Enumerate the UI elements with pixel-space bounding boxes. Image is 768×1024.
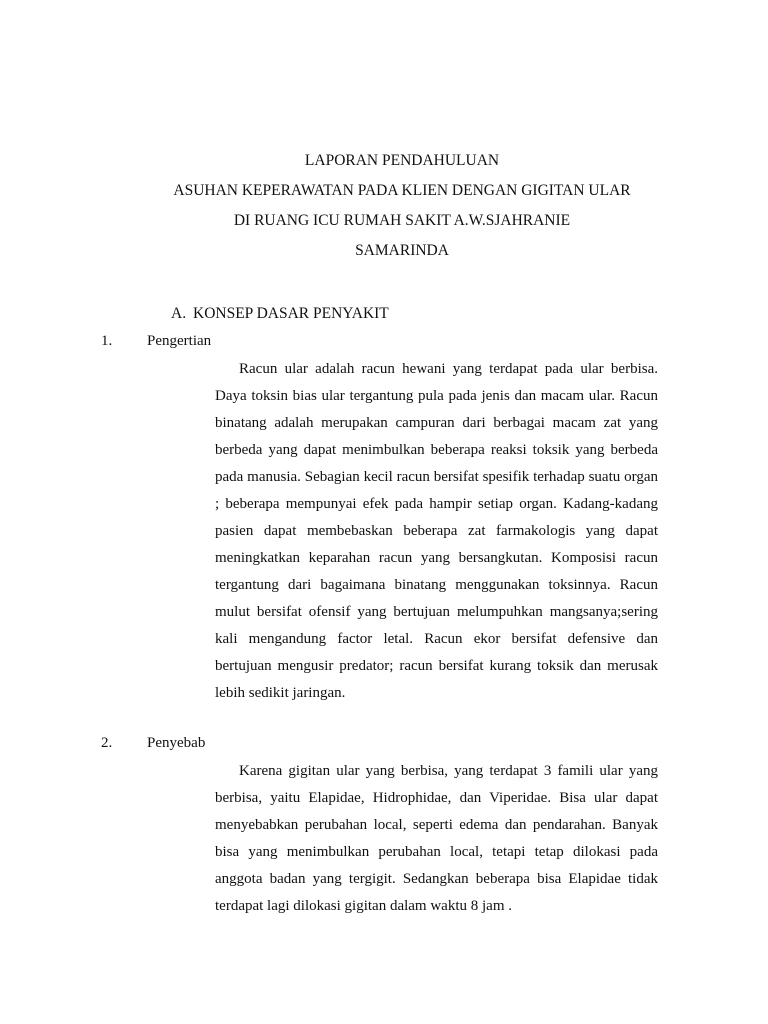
title-line: SAMARINDA — [355, 242, 449, 259]
section-heading — [171, 305, 389, 323]
title-line: LAPORAN PENDAHULUAN — [304, 152, 500, 169]
item-paragraph: Racun ular adalah racun hewani yang terdapat pada ular berbisa. Daya toksin bias ular tergantung pula pada jenis dan macam ular. Racun binatang adalah merupakan campuran dari berbagai macam zat yang berbeda yang dapat menimbulkan beberapa reaksi toksik yang berbeda pada manusia. Sebagian kecil racun bersifat spesifik terhadap suatu organ ; beberapa mempunyai efek pada hampir setiap organ. Kadang-kadang pasien dapat membebaskan beberapa zat farmakologis yang dapat meningkatkan keparahan racun yang bersangkutan. Komposisi racun tergantung dari bagaimana binatang menggunakan toksinnya. Racun mulut bersifat ofensif yang bertujuan melumpuhkan mangsanya;sering kali mengandung factor letal. Racun ekor bersifat defensive dan bertujuan mengusir predator; racun bersifat kurang toksik dan merusak lebih sedikit jaringan. — [215, 361, 658, 701]
document-title-block — [0, 146, 768, 266]
item-title: Penyebab — [147, 735, 206, 751]
title-line: DI RUANG ICU RUMAH SAKIT A.W.SJAHRANIE — [233, 212, 571, 229]
section-letter: A. — [171, 305, 187, 322]
title-line: ASUHAN KEPERAWATAN PADA KLIEN DENGAN GIGITAN ULAR — [173, 182, 631, 199]
item-number: 1. — [101, 333, 113, 349]
item-title: Pengertian — [147, 333, 212, 349]
item-number: 2. — [101, 735, 113, 751]
section-title: KONSEP DASAR PENYAKIT — [193, 305, 389, 322]
item-paragraph: Karena gigitan ular yang berbisa, yang terdapat 3 famili ular yang berbisa, yaitu Elapidae, Hidrophidae, dan Viperidae. Bisa ular dapat menyebabkan perubahan local, seperti edema dan pendarahan. Banyak bisa yang menimbulkan perubahan local, tetapi tetap dilokasi pada anggota badan yang tergigit. Sedangkan beberapa bisa Elapidae tidak terdapat lagi dilokasi gigitan dalam waktu 8 jam . — [215, 763, 658, 914]
